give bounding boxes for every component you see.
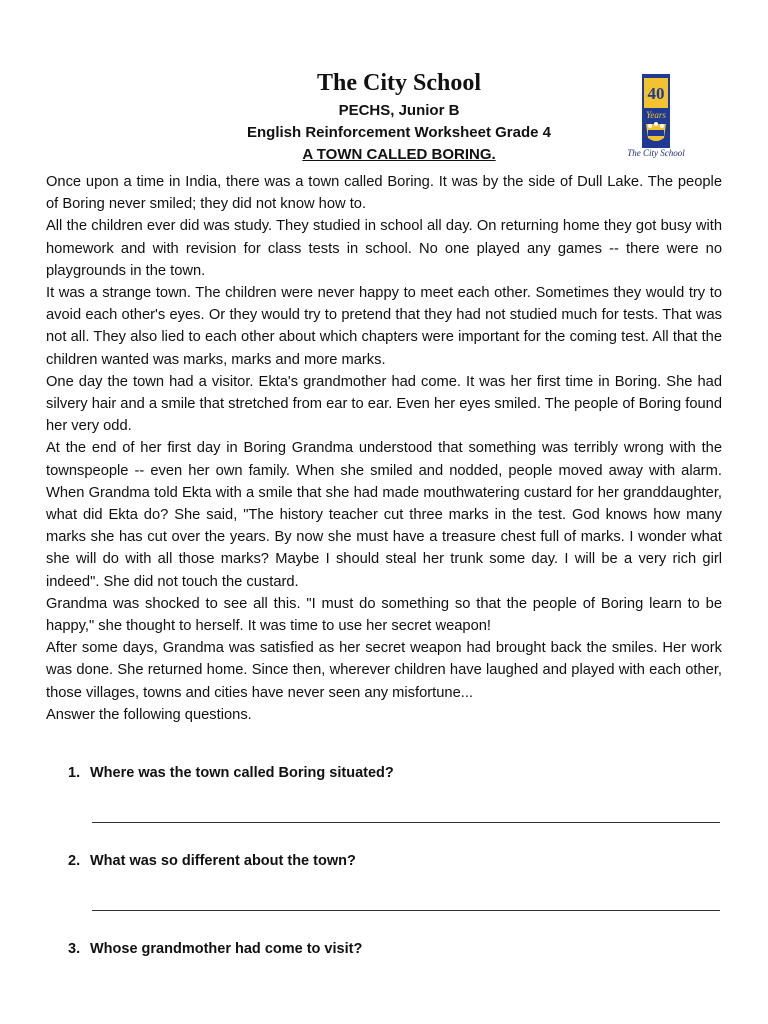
story-text (46, 171, 722, 726)
story-paragraph: All the children ever did was study. They studied in school all day. On returning home they got busy with homework and with revision for class tests in school. No one played any games -- there were no playgrounds in the town. (46, 218, 722, 279)
story-paragraph: Once upon a time in India, there was a town called Boring. It was by the side of Dull Lake. The people of Boring never smiled; they did not know how to. (46, 174, 722, 213)
question-item (46, 760, 722, 848)
question-text: Whose grandmother had come to visit? (90, 941, 363, 957)
question-item (46, 936, 722, 1024)
school-name: The City School (316, 70, 481, 96)
question-text: What was so different about the town? (90, 853, 356, 869)
story-paragraph: At the end of her first day in Boring Grandma understood that something was terribly wrong with the townspeople -- even her own family. When she smiled and nodded, people moved away with alarm. When Grandma told Ekta with a smile that she had made mouthwatering custard for her granddaughter, what did Ekta do? She said, "The history teacher cut three marks in the test. God knows how many marks she has cut over the years. By now she must have a treasure chest full of marks. I wonder what she will do with all those marks? Maybe I should steal her trunk some day. I will be a very rich girl indeed". She did not touch the custard. (46, 440, 722, 590)
branch-name: PECHS, Junior B (338, 102, 460, 119)
story-title: A TOWN CALLED BORING. (302, 146, 496, 163)
question-number: 3. (68, 941, 81, 957)
crest-word: Years (646, 110, 666, 120)
answer-line[interactable] (92, 910, 720, 911)
story-paragraph: Grandma was shocked to see all this. "I must do something so that the people of Boring learn to be happy," she thought to herself. It was time to use her secret weapon! (46, 595, 722, 635)
answer-line[interactable] (92, 822, 720, 823)
story-paragraph: After some days, Grandma was satisfied as her secret weapon had brought back the smiles. Her work was done. She returned home. Since then, wherever children have laughed and played with each other, those villages, towns and cities have never seen any misfortune... (46, 640, 722, 701)
worksheet-title: English Reinforcement Worksheet Grade 4 (247, 124, 551, 141)
crest-number: 40 (647, 84, 665, 103)
question-item (46, 848, 722, 936)
question-number: 2. (68, 853, 81, 869)
question-number: 1. (68, 765, 81, 781)
crest-caption: The City School (627, 148, 685, 158)
question-list (46, 760, 722, 1024)
question-text: Where was the town called Boring situated? (90, 765, 394, 781)
story-paragraph: It was a strange town. The children were never happy to meet each other. Sometimes they would try to avoid each other's eyes. Or they would try to pretend that they had not studied much for tests. That was not all. They also lied to each other about which chapters were important for the coming test. All that the children wanted was marks, marks and more marks. (46, 285, 722, 368)
instructions: Answer the following questions. (46, 706, 252, 723)
story-paragraph: One day the town had a visitor. Ekta's grandmother had come. It was her first time in Boring. She had silvery hair and a smile that stretched from ear to ear. Even her eyes smiled. The people of Boring found her very odd. (46, 373, 722, 435)
